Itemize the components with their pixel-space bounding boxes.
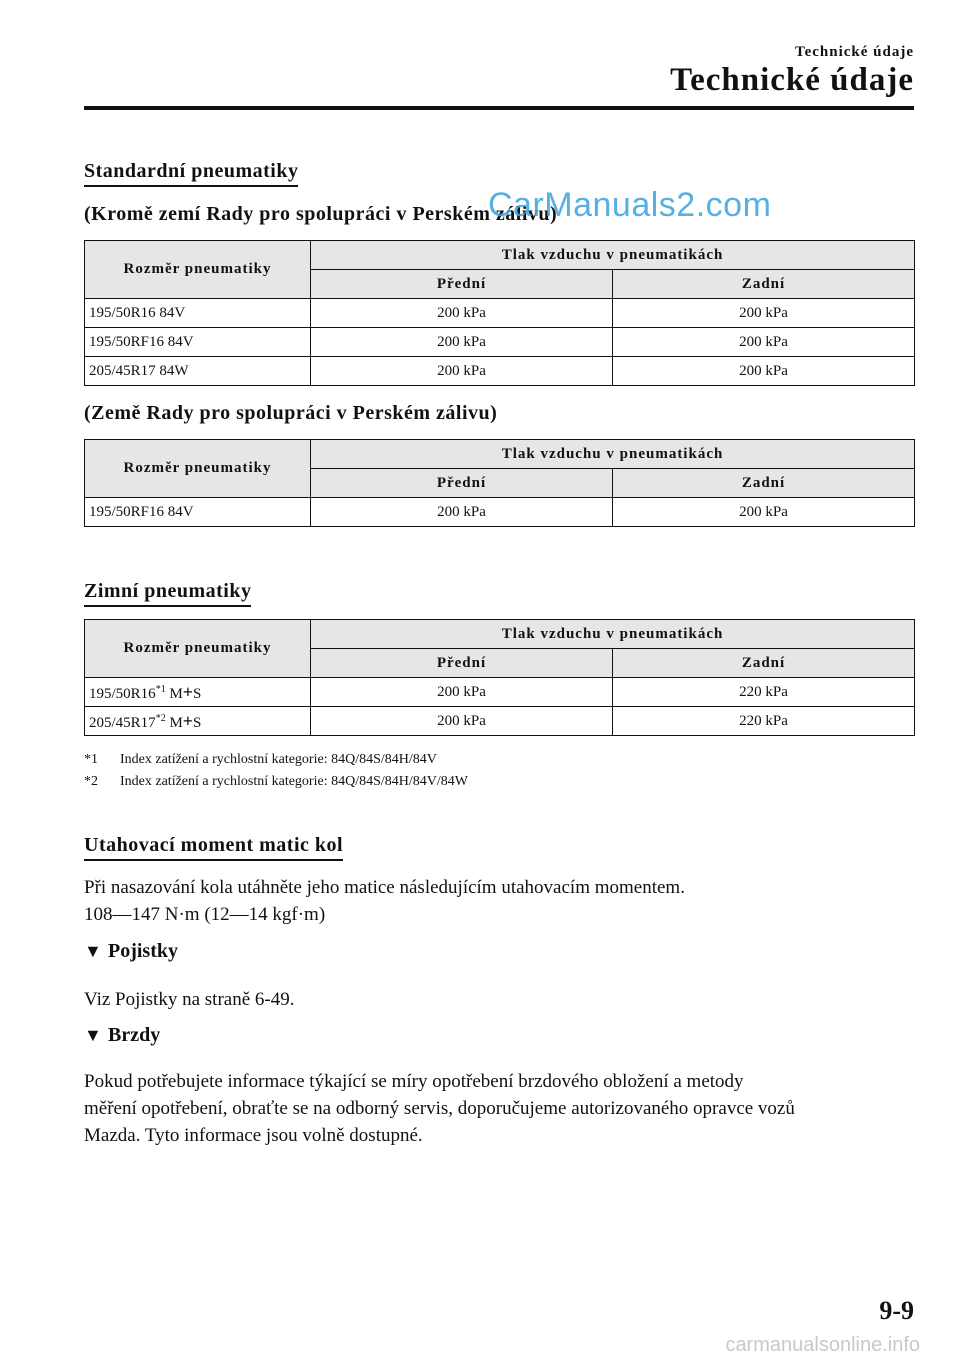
cell-rear: 200 kPa (613, 357, 915, 386)
cell-size: 195/50RF16 84V (85, 498, 311, 527)
triangle-down-icon: ▼ (84, 941, 102, 961)
col-header-size: Rozměr pneumatiky (85, 241, 311, 299)
header-rule (84, 106, 914, 110)
running-header: Technické údaje (794, 44, 914, 60)
footnote-ref: *2 (155, 712, 166, 724)
table-row (85, 498, 915, 527)
table-row (85, 299, 915, 328)
footer-watermark: carmanualsonline.info (725, 1334, 920, 1356)
mud-snow-symbol: + (182, 681, 194, 702)
col-header-pressure: Tlak vzduchu v pneumatikách (311, 620, 915, 649)
section-title-standard-tires: Standardní pneumatiky (84, 160, 298, 187)
table-winter (84, 619, 915, 736)
table-row (85, 678, 915, 707)
triangle-down-icon: ▼ (84, 1025, 102, 1045)
cell-size: 195/50RF16 84V (85, 328, 311, 357)
cell-front: 200 kPa (311, 299, 613, 328)
torque-value: 108―147 N·m (12―14 kgf·m) (84, 904, 326, 925)
col-header-rear: Zadní (613, 270, 915, 299)
section-title-torque: Utahovací moment matic kol (84, 834, 343, 861)
fuses-text: Viz Pojistky na straně 6-49. (84, 989, 295, 1010)
col-header-front: Přední (311, 469, 613, 498)
cell-size: 205/45R17 84W (85, 357, 311, 386)
table-row (85, 357, 915, 386)
cell-front: 200 kPa (311, 707, 613, 736)
table-standard-non-gcc (84, 240, 915, 386)
page-number: 9-9 (879, 1296, 914, 1325)
chapter-title: Technické údaje (670, 62, 914, 98)
brakes-text-line2: měření opotřebení, obraťte se na odborný servis, doporučujeme autorizovaného opravce vozů (84, 1098, 795, 1119)
cell-rear: 220 kPa (613, 678, 915, 707)
table-standard-gcc (84, 439, 915, 527)
heading-brakes: ▼ Brzdy (84, 1024, 161, 1046)
cell-rear: 200 kPa (613, 299, 915, 328)
footnote-ref: *1 (155, 683, 166, 695)
col-header-front: Přední (311, 649, 613, 678)
cell-front: 200 kPa (311, 498, 613, 527)
col-header-size: Rozměr pneumatiky (85, 440, 311, 498)
footnote: *1 Index zatížení a rychlostní kategorie: 84Q/84S/84H/84V (84, 752, 437, 767)
torque-text: Při nasazování kola utáhněte jeho matice následujícím utahovacím momentem. (84, 877, 685, 898)
cell-size: 205/45R17$^{*2}$ M+S (85, 707, 311, 736)
subhead-non-gcc: (Kromě zemí Rady pro spolupráci v Perském zálivu) (84, 203, 558, 225)
col-header-pressure: Tlak vzduchu v pneumatikách (311, 440, 915, 469)
table-row (85, 707, 915, 736)
footnote: *2 Index zatížení a rychlostní kategorie: 84Q/84S/84H/84V/84W (84, 774, 468, 789)
col-header-rear: Zadní (613, 469, 915, 498)
cell-rear: 200 kPa (613, 328, 915, 357)
cell-size: 195/50R16$^{*1}$ M+S (85, 678, 311, 707)
col-header-front: Přední (311, 270, 613, 299)
cell-rear: 220 kPa (613, 707, 915, 736)
watermark-logo: CarManuals2.com (488, 186, 772, 224)
subhead-gcc: (Země Rady pro spolupráci v Perském zálivu) (84, 402, 498, 424)
heading-fuses: ▼ Pojistky (84, 940, 178, 962)
cell-rear: 200 kPa (613, 498, 915, 527)
cell-front: 200 kPa (311, 357, 613, 386)
mud-snow-symbol: + (182, 710, 194, 731)
cell-size: 195/50R16 84V (85, 299, 311, 328)
col-header-size: Rozměr pneumatiky (85, 620, 311, 678)
cell-front: 200 kPa (311, 328, 613, 357)
table-row (85, 328, 915, 357)
section-title-winter-tires: Zimní pneumatiky (84, 580, 251, 607)
cell-front: 200 kPa (311, 678, 613, 707)
brakes-text-line1: Pokud potřebujete informace týkající se míry opotřebení brzdového obložení a metody (84, 1071, 744, 1092)
col-header-rear: Zadní (613, 649, 915, 678)
col-header-pressure: Tlak vzduchu v pneumatikách (311, 241, 915, 270)
brakes-text-line3: Mazda. Tyto informace jsou volně dostupné. (84, 1125, 423, 1146)
